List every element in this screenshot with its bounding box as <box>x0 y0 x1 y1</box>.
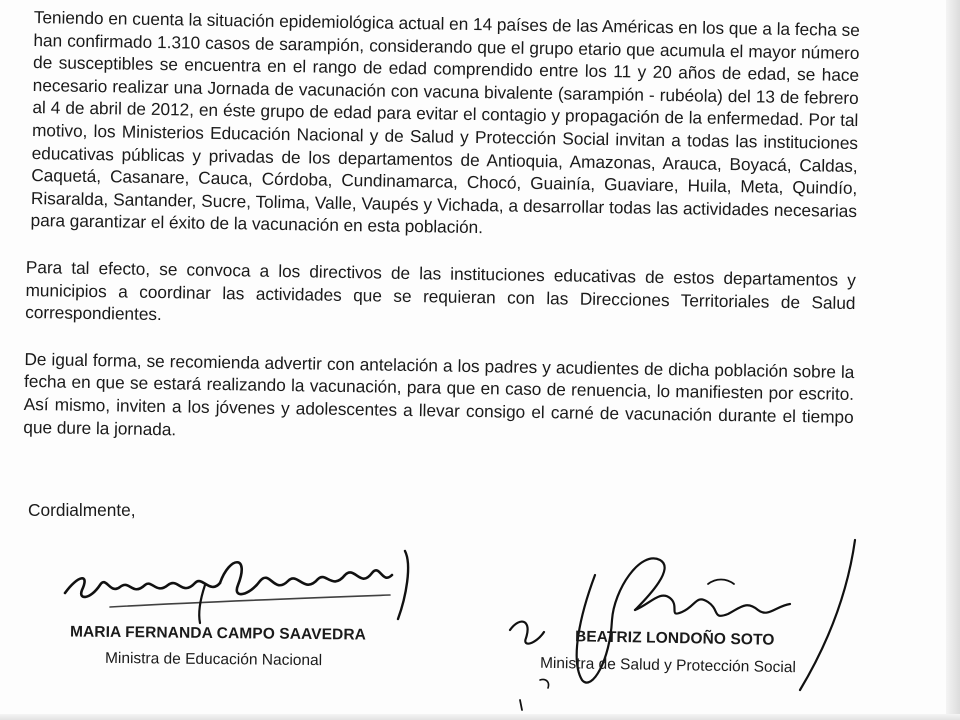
handwritten-signature-londono <box>500 520 880 710</box>
handwritten-signature-campo <box>60 545 420 625</box>
scan-bottom-edge <box>0 714 960 720</box>
closing-salutation: Cordialmente, <box>28 500 136 520</box>
paragraph-convocation: Para tal efecto, se convoca a los directivos de las instituciones educativas de estos departamentos y municipios a coordinar las actividades que se requieran con las Direcciones Territoriales de Salud correspondientes. <box>25 256 856 325</box>
signature-block-health <box>500 520 880 720</box>
signer-name-health: BEATRIZ LONDOÑO SOTO <box>574 628 775 649</box>
scan-right-edge <box>946 0 960 720</box>
paragraph-recommendation: De igual forma, se recomienda advertir con antelación a los padres y acudientes de dicha población sobre la fecha en que se estará realizando la vacunación, para que en caso de renuencia, lo manifiesten por escrito. Así mismo, inviten a los jóvenes y adolescentes a llevar consigo el carné de vacunación durante el tiempo que dure la jornada. <box>23 348 855 439</box>
signer-role-education: Ministra de Educación Nacional <box>104 649 323 670</box>
letter-body <box>23 6 860 475</box>
paragraph-epidemiological-situation: Teniendo en cuenta la situación epidemiológica actual en 14 países de las Américas en los que a la fecha se han confirmado 1.310 casos de sarampión, considerando que el grupo etario que acumula el mayor número de susceptibles se encuentra en el rango de edad comprendido entre los 11 y 20 años de edad, se hace necesario realizar una Jornada de vacunación con vacuna bivalente (sarampión - rubéola) del 13 de febrero al 4 de abril de 2012, en éste grupo de edad para evitar el contagio y propagación de la enfermedad. Por tal motivo, los Ministerios Educación Nacional y de Salud y Protección Social invitan a todas las instituciones educativas públicas y privadas de los departamentos de Antioquia, Amazonas, Arauca, Boyacá, Caldas, Caquetá, Casanare, Cauca, Córdoba, Cundinamarca, Chocó, Guainía, Guaviare, Huila, Meta, Quindío, Risaralda, Santander, Sucre, Tolima, Valle, Vaupés y Vichada, a desarrollar todas las actividades necesarias para garantizar el éxito de la vacunación en esta población. <box>30 7 860 238</box>
signer-role-health: Ministra de Salud y Protección Social <box>539 654 797 677</box>
signer-name-education: MARIA FERNANDA CAMPO SAAVEDRA <box>69 623 367 644</box>
signature-block-education <box>60 545 460 675</box>
